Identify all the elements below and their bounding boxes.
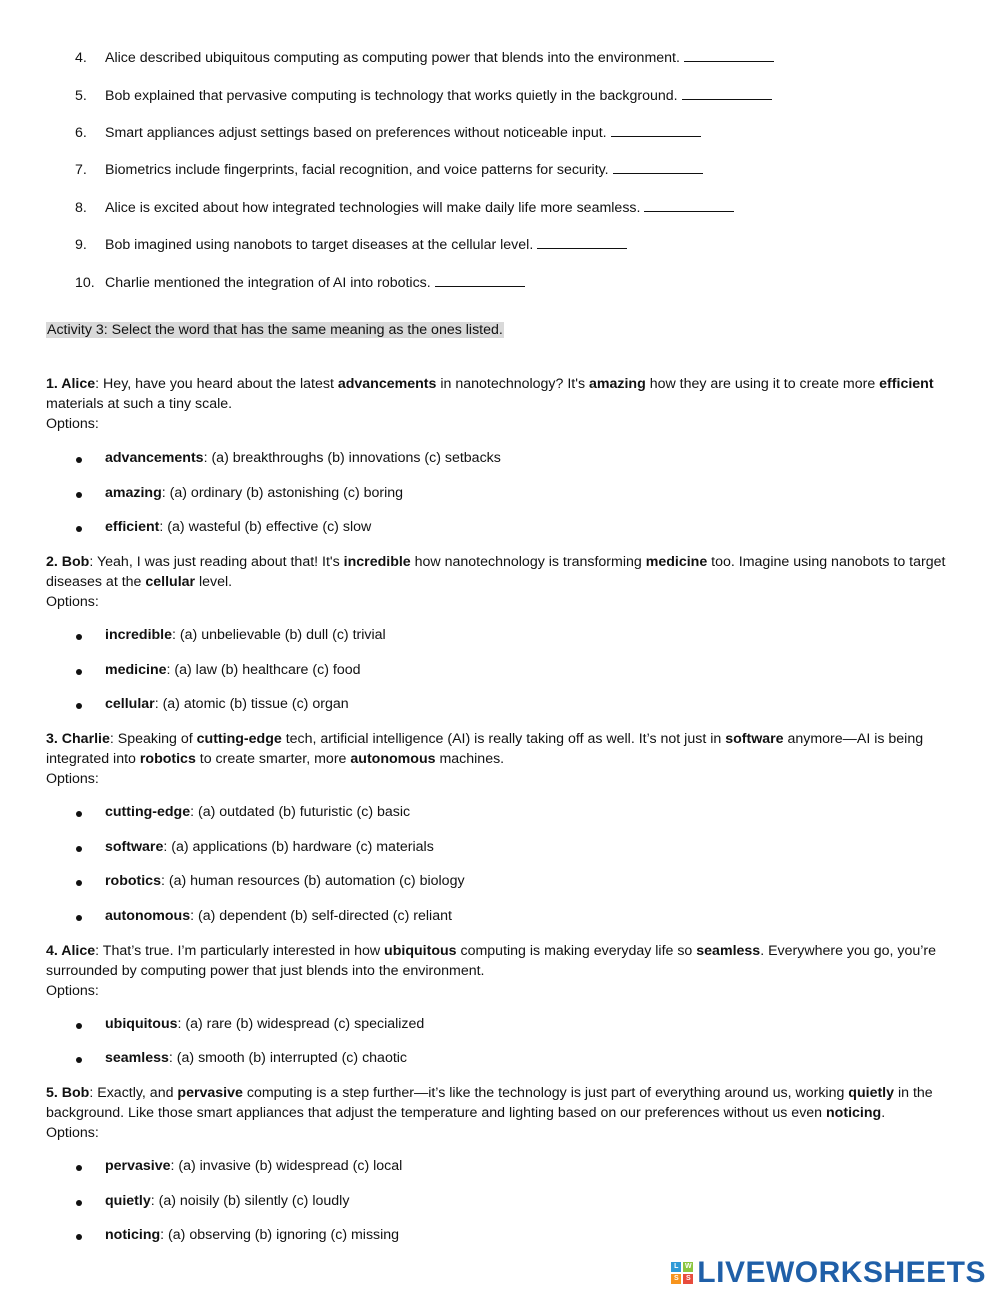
statement-number: 10. — [75, 275, 95, 291]
option-choices: : (a) human resources (b) automation (c) biology — [160, 873, 465, 889]
dialogue-text: tech, artificial intelligence (AI) is really taking off as well. It’s not just in — [281, 731, 726, 747]
option-item[interactable] — [105, 1016, 424, 1032]
answer-blank[interactable] — [611, 123, 701, 137]
option-choices: : (a) atomic (b) tissue (c) organ — [154, 696, 349, 712]
keyword: incredible — [343, 554, 411, 570]
liveworksheets-logo — [671, 1256, 986, 1290]
option-word: cutting-edge — [105, 804, 191, 820]
bullet-icon — [76, 457, 82, 463]
keyword: ubiquitous — [384, 943, 457, 959]
logo-block-3: S — [671, 1274, 681, 1284]
keyword: autonomous — [350, 751, 436, 767]
keyword: noticing — [826, 1105, 882, 1121]
dialogue-paragraph — [46, 1083, 951, 1143]
logo-block-4: S — [683, 1274, 693, 1284]
dialogue-text: to create smarter, more — [195, 751, 351, 767]
bullet-icon — [76, 1057, 82, 1063]
dialogue-text: : Speaking of — [109, 731, 197, 747]
option-item[interactable] — [105, 519, 371, 535]
answer-blank[interactable] — [537, 235, 627, 249]
statement-text: Bob imagined using nanobots to target diseases at the cellular level. — [105, 237, 534, 253]
dialogue-text: : Yeah, I was just reading about that! It's — [89, 554, 344, 570]
option-word: robotics — [105, 873, 161, 889]
bullet-icon — [76, 1200, 82, 1206]
keyword: amazing — [588, 376, 646, 392]
options-label: Options: — [46, 983, 99, 999]
option-choices: : (a) outdated (b) futuristic (c) basic — [190, 804, 411, 820]
answer-blank[interactable] — [684, 48, 774, 62]
dialogue-paragraph — [46, 941, 951, 1001]
statement-number: 8. — [75, 200, 87, 216]
keyword: seamless — [696, 943, 761, 959]
options-label: Options: — [46, 1125, 99, 1141]
option-word: ubiquitous — [105, 1016, 178, 1032]
bullet-icon — [76, 703, 82, 709]
option-choices: : (a) smooth (b) interrupted (c) chaotic — [168, 1050, 408, 1066]
option-word: medicine — [105, 662, 167, 678]
bullet-icon — [76, 634, 82, 640]
dialogue-text: : That’s true. I’m particularly interested in how — [95, 943, 385, 959]
option-word: autonomous — [105, 908, 191, 924]
option-choices: : (a) dependent (b) self-directed (c) reliant — [190, 908, 452, 924]
dialogue-text: computing is making everyday life so — [456, 943, 697, 959]
keyword: pervasive — [177, 1085, 243, 1101]
option-choices: : (a) applications (b) hardware (c) materials — [163, 839, 434, 855]
option-word: cellular — [105, 696, 155, 712]
option-word: efficient — [105, 519, 160, 535]
logo-block-2: W — [684, 1263, 692, 1270]
keyword: advancements — [337, 376, 437, 392]
option-word: quietly — [105, 1193, 151, 1209]
statement-item — [75, 273, 525, 291]
option-item[interactable] — [105, 1158, 402, 1174]
activity-title: Activity 3: Select the word that has the same meaning as the ones listed. — [47, 322, 503, 338]
options-label: Options: — [46, 416, 99, 432]
keyword: software — [725, 731, 784, 747]
statement-item — [75, 86, 772, 104]
dialogue-text: in the background. Like those smart appliances that adjust the temperature and lighting based on our preferences without us even — [46, 1085, 933, 1121]
statement-item — [75, 198, 734, 216]
dialogue-text: : Hey, have you heard about the latest — [95, 376, 338, 392]
option-item[interactable] — [105, 873, 465, 889]
keyword: 4. Alice — [46, 943, 96, 959]
bullet-icon — [76, 526, 82, 532]
option-choices: : (a) invasive (b) widespread (c) local — [170, 1158, 403, 1174]
keyword: cutting-edge — [196, 731, 282, 747]
options-label: Options: — [46, 594, 99, 610]
statement-text: Charlie mentioned the integration of AI into robotics. — [105, 275, 431, 291]
bullet-icon — [76, 880, 82, 886]
option-word: incredible — [105, 627, 173, 643]
statement-number: 6. — [75, 125, 87, 141]
dialogue-text: level. — [195, 574, 233, 590]
statement-text: Smart appliances adjust settings based on preferences without noticeable input. — [105, 125, 607, 141]
option-choices: : (a) observing (b) ignoring (c) missing — [160, 1227, 400, 1243]
statement-item — [75, 123, 701, 141]
option-choices: : (a) unbelievable (b) dull (c) trivial — [172, 627, 386, 643]
option-item[interactable] — [105, 485, 403, 501]
keyword: medicine — [645, 554, 708, 570]
dialogue-text: materials at such a tiny scale. — [46, 396, 233, 412]
option-item[interactable] — [105, 696, 349, 712]
statement-item — [75, 48, 774, 66]
option-item[interactable] — [105, 1193, 349, 1209]
dialogue-text: how nanotechnology is transforming — [410, 554, 646, 570]
answer-blank[interactable] — [644, 198, 734, 212]
keyword: 3. Charlie — [46, 731, 110, 747]
dialogue-text: in nanotechnology? It's — [436, 376, 589, 392]
logo-blocks-icon — [671, 1262, 693, 1284]
dialogue-text: too. Imagine using nanobots to target diseases at the — [46, 554, 946, 590]
option-word: software — [105, 839, 164, 855]
dialogue-paragraph — [46, 552, 951, 612]
dialogue-text: . Everywhere you go, you’re surrounded by computing power that just blends into the environment. — [46, 943, 937, 979]
option-item[interactable] — [105, 908, 452, 924]
statement-number: 5. — [75, 88, 87, 104]
logo-text: LIVEWORKSHEETS — [697, 1256, 986, 1289]
option-word: amazing — [105, 485, 162, 501]
statement-text: Alice is excited about how integrated technologies will make daily life more seamless. — [105, 200, 641, 216]
dialogue-text: . — [881, 1105, 886, 1121]
option-word: noticing — [105, 1227, 161, 1243]
answer-blank[interactable] — [613, 160, 703, 174]
dialogue-paragraph — [46, 729, 951, 789]
option-choices: : (a) ordinary (b) astonishing (c) boring — [161, 485, 404, 501]
bullet-icon — [76, 669, 82, 675]
keyword: efficient — [879, 376, 934, 392]
option-word: advancements — [105, 450, 204, 466]
dialogue-text: anymore—AI is being integrated into — [46, 731, 924, 767]
bullet-icon — [76, 1023, 82, 1029]
statement-text: Biometrics include fingerprints, facial recognition, and voice patterns for security. — [105, 162, 609, 178]
statement-number: 9. — [75, 237, 87, 253]
dialogue-text: : Exactly, and — [89, 1085, 178, 1101]
option-item[interactable] — [105, 1050, 407, 1066]
answer-blank[interactable] — [435, 273, 525, 287]
bullet-icon — [76, 1234, 82, 1240]
bullet-icon — [76, 811, 82, 817]
bullet-icon — [76, 1165, 82, 1171]
dialogue-text: how they are using it to create more — [645, 376, 880, 392]
option-choices: : (a) law (b) healthcare (c) food — [166, 662, 361, 678]
option-item[interactable] — [105, 450, 501, 466]
option-choices: : (a) breakthroughs (b) innovations (c) setbacks — [203, 450, 501, 466]
option-item[interactable] — [105, 804, 410, 820]
keyword: quietly — [848, 1085, 895, 1101]
option-word: pervasive — [105, 1158, 171, 1174]
dialogue-paragraph — [46, 374, 951, 434]
option-item[interactable] — [105, 1227, 399, 1243]
bullet-icon — [76, 846, 82, 852]
option-item[interactable] — [105, 662, 361, 678]
statement-number: 7. — [75, 162, 87, 178]
keyword: 1. Alice — [46, 376, 96, 392]
statement-item — [75, 235, 627, 253]
option-item[interactable] — [105, 839, 434, 855]
option-choices: : (a) rare (b) widespread (c) specialized — [177, 1016, 425, 1032]
statement-number: 4. — [75, 50, 87, 66]
answer-blank[interactable] — [682, 86, 772, 100]
option-choices: : (a) noisily (b) silently (c) loudly — [150, 1193, 350, 1209]
keyword: cellular — [145, 574, 196, 590]
option-word: seamless — [105, 1050, 169, 1066]
keyword: 5. Bob — [46, 1085, 90, 1101]
statement-text: Alice described ubiquitous computing as computing power that blends into the environment. — [105, 50, 680, 66]
option-item[interactable] — [105, 627, 386, 643]
dialogue-text: computing is a step further—it’s like the technology is just part of everything around us, working — [242, 1085, 849, 1101]
keyword: robotics — [139, 751, 196, 767]
option-choices: : (a) wasteful (b) effective (c) slow — [159, 519, 372, 535]
bullet-icon — [76, 915, 82, 921]
options-label: Options: — [46, 771, 99, 787]
dialogue-text: machines. — [435, 751, 505, 767]
logo-block-1: L — [671, 1262, 681, 1272]
bullet-icon — [76, 492, 82, 498]
statement-item — [75, 160, 703, 178]
keyword: 2. Bob — [46, 554, 90, 570]
statement-text: Bob explained that pervasive computing is technology that works quietly in the background. — [105, 88, 678, 104]
